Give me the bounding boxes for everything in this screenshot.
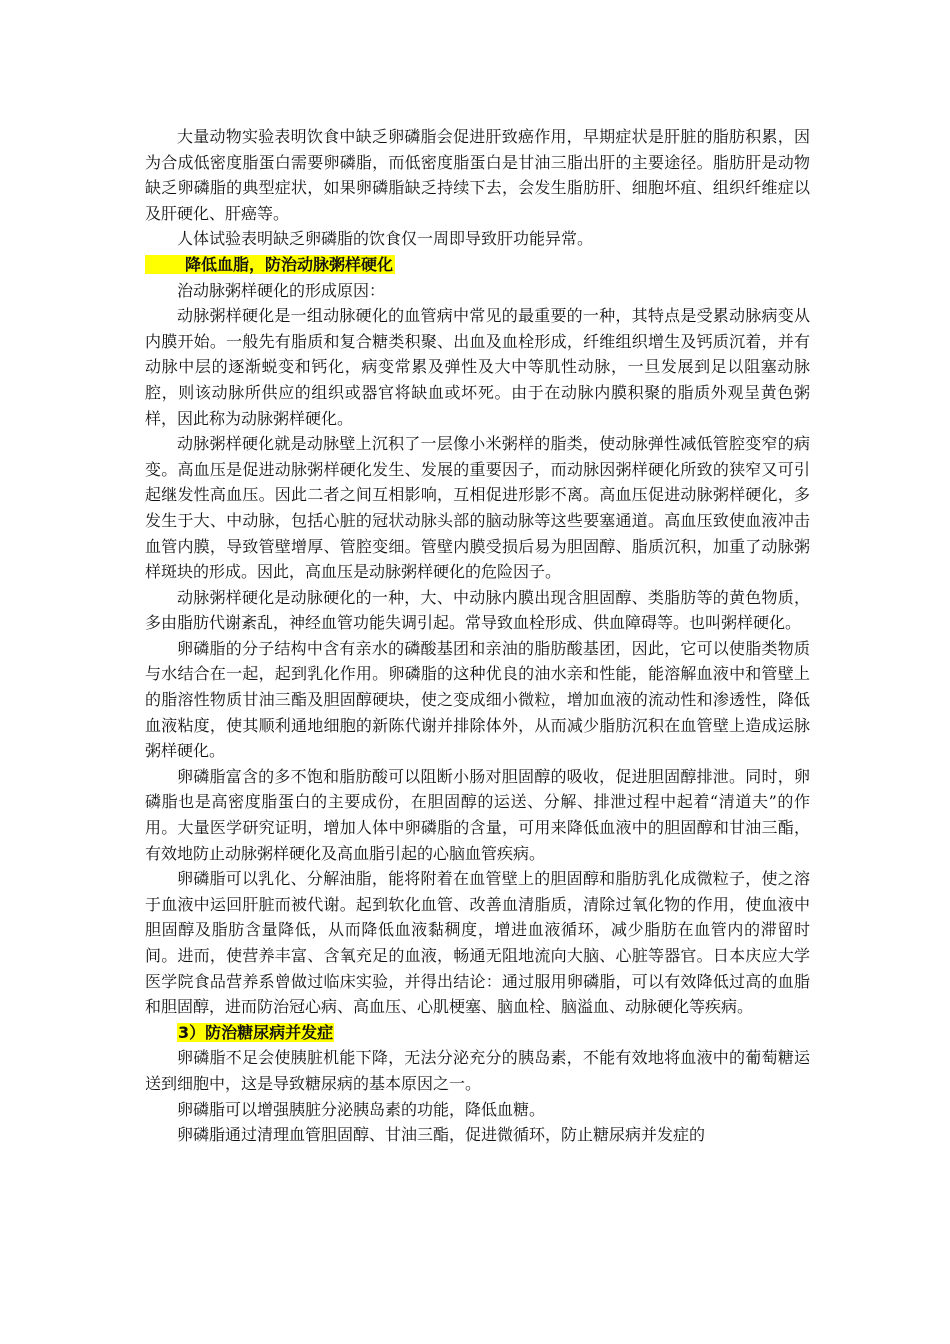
- paragraph: 人体试验表明缺乏卵磷脂的饮食仅一周即导致肝功能异常。: [177, 229, 594, 249]
- paragraph: 卵磷脂不足会使胰脏机能下降，无法分泌充分的胰岛素，不能有效地将血液中的葡萄糖运送到细胞中，这是导致糖尿病的基本原因之一。: [145, 1048, 810, 1093]
- paragraph: 治动脉粥样硬化的形成原因：: [177, 280, 386, 300]
- paragraph: 动脉粥样硬化是一组动脉硬化的血管病中常见的最重要的一种，其特点是受累动脉病变从内膜开始。一般先有脂质和复合糖类积聚、出血及血栓形成，纤维组织增生及钙质沉着，并有动脉中层的逐渐蜕变和钙化，病变常累及弹性及大中等肌性动脉，一旦发展到足以阻塞动脉腔，则该动脉所供应的组织或器官将缺血或坏死。由于在动脉内膜积聚的脂质外观呈黄色粥样，因此称为动脉粥样硬化。: [145, 306, 810, 428]
- highlighted-heading-text: 降低血脂，防治动脉粥样硬化: [145, 255, 395, 274]
- paragraph: 动脉粥样硬化是动脉硬化的一种，大、中动脉内膜出现含胆固醇、类脂肪等的黄色物质，多由脂肪代谢紊乱，神经血管功能失调引起。常导致血栓形成、供血障碍等。也叫粥样硬化。: [145, 587, 810, 633]
- paragraph: 卵磷脂可以增强胰脏分泌胰岛素的功能，降低血糖。: [177, 1099, 546, 1119]
- paragraph: 动脉粥样硬化就是动脉壁上沉积了一层像小米粥样的脂类，使动脉弹性减低管腔变窄的病变。高血压是促进动脉粥样硬化发生、发展的重要因子，而动脉因粥样硬化所致的狭窄又可引起继发性高血压。因此二者之间互相影响，互相促进形影不离。高血压促进动脉粥样硬化，多发生于大、中动脉，包括心脏的冠状动脉头部的脑动脉等这些要塞通道。高血压致使血液冲击血管内膜，导致管壁增厚、管腔变细。管壁内膜受损后易为胆固醇、脂质沉积，加重了动脉粥样斑块的形成。因此，高血压是动脉粥样硬化的危险因子。: [145, 434, 810, 582]
- paragraph: 卵磷脂可以乳化、分解油脂，能将附着在血管壁上的胆固醇和脂肪乳化成微粒子，使之溶于血液中运回肝脏而被代谢。起到软化血管、改善血清脂质，清除过氧化物的作用，使血液中胆固醇及脂肪含量降低，从而降低血液黏稠度，增进血液循环，减少脂肪在血管内的滞留时间。进而，使营养丰富、含氧充足的血液，畅通无阻地流向大脑、心脏等器官。日本庆应大学医学院食品营养系曾做过临床实验，并得出结论：通过服用卵磷脂，可以有效降低过高的血脂和胆固醇，进而防治冠心病、高血压、心肌梗塞、脑血栓、脑溢血、动脉硬化等疾病。: [145, 869, 810, 1017]
- section-heading: [145, 1020, 810, 1046]
- paragraph: 大量动物实验表明饮食中缺乏卵磷脂会促进肝致癌作用，早期症状是肝脏的脂肪积累，因为合成低密度脂蛋白需要卵磷脂，而低密度脂蛋白是甘油三脂出肝的主要途径。脂肪肝是动物缺乏卵磷脂的典型症状，如果卵磷脂缺乏持续下去，会发生脂肪肝、细胞坏疽、组织纤维症以及肝硬化、肝癌等。: [145, 127, 810, 223]
- paragraph: 卵磷脂通过清理血管胆固醇、甘油三酯，促进微循环，防止糖尿病并发症的: [177, 1125, 706, 1145]
- highlighted-heading-text: 3）防治糖尿病并发症: [178, 1022, 334, 1042]
- paragraph: 卵磷脂富含的多不饱和脂肪酸可以阻断小肠对胆固醇的吸收，促进胆固醇排泄。同时，卵磷脂也是高密度脂蛋白的主要成份，在胆固醇的运送、分解、排泄过程中起着“清道夫”的作用。大量医学研究证明，增加人体中卵磷脂的含量，可用来降低血液中的胆固醇和甘油三酯，有效地防止动脉粥样硬化及高血脂引起的心脑血管疾病。: [145, 766, 810, 863]
- section-heading: [145, 252, 810, 278]
- document-page: [145, 124, 810, 1148]
- paragraph: 卵磷脂的分子结构中含有亲水的磷酸基团和亲油的脂肪酸基团，因此，它可以使脂类物质与水结合在一起，起到乳化作用。卵磷脂的这种优良的油水亲和性能，能溶解血液中和管壁上的脂溶性物质甘油三酯及胆固醇硬块，使之变成细小微粒，增加血液的流动性和渗透性，降低血液粘度，使其顺利通地细胞的新陈代谢并排除体外，从而减少脂肪沉积在血管壁上造成运脉粥样硬化。: [145, 638, 810, 761]
